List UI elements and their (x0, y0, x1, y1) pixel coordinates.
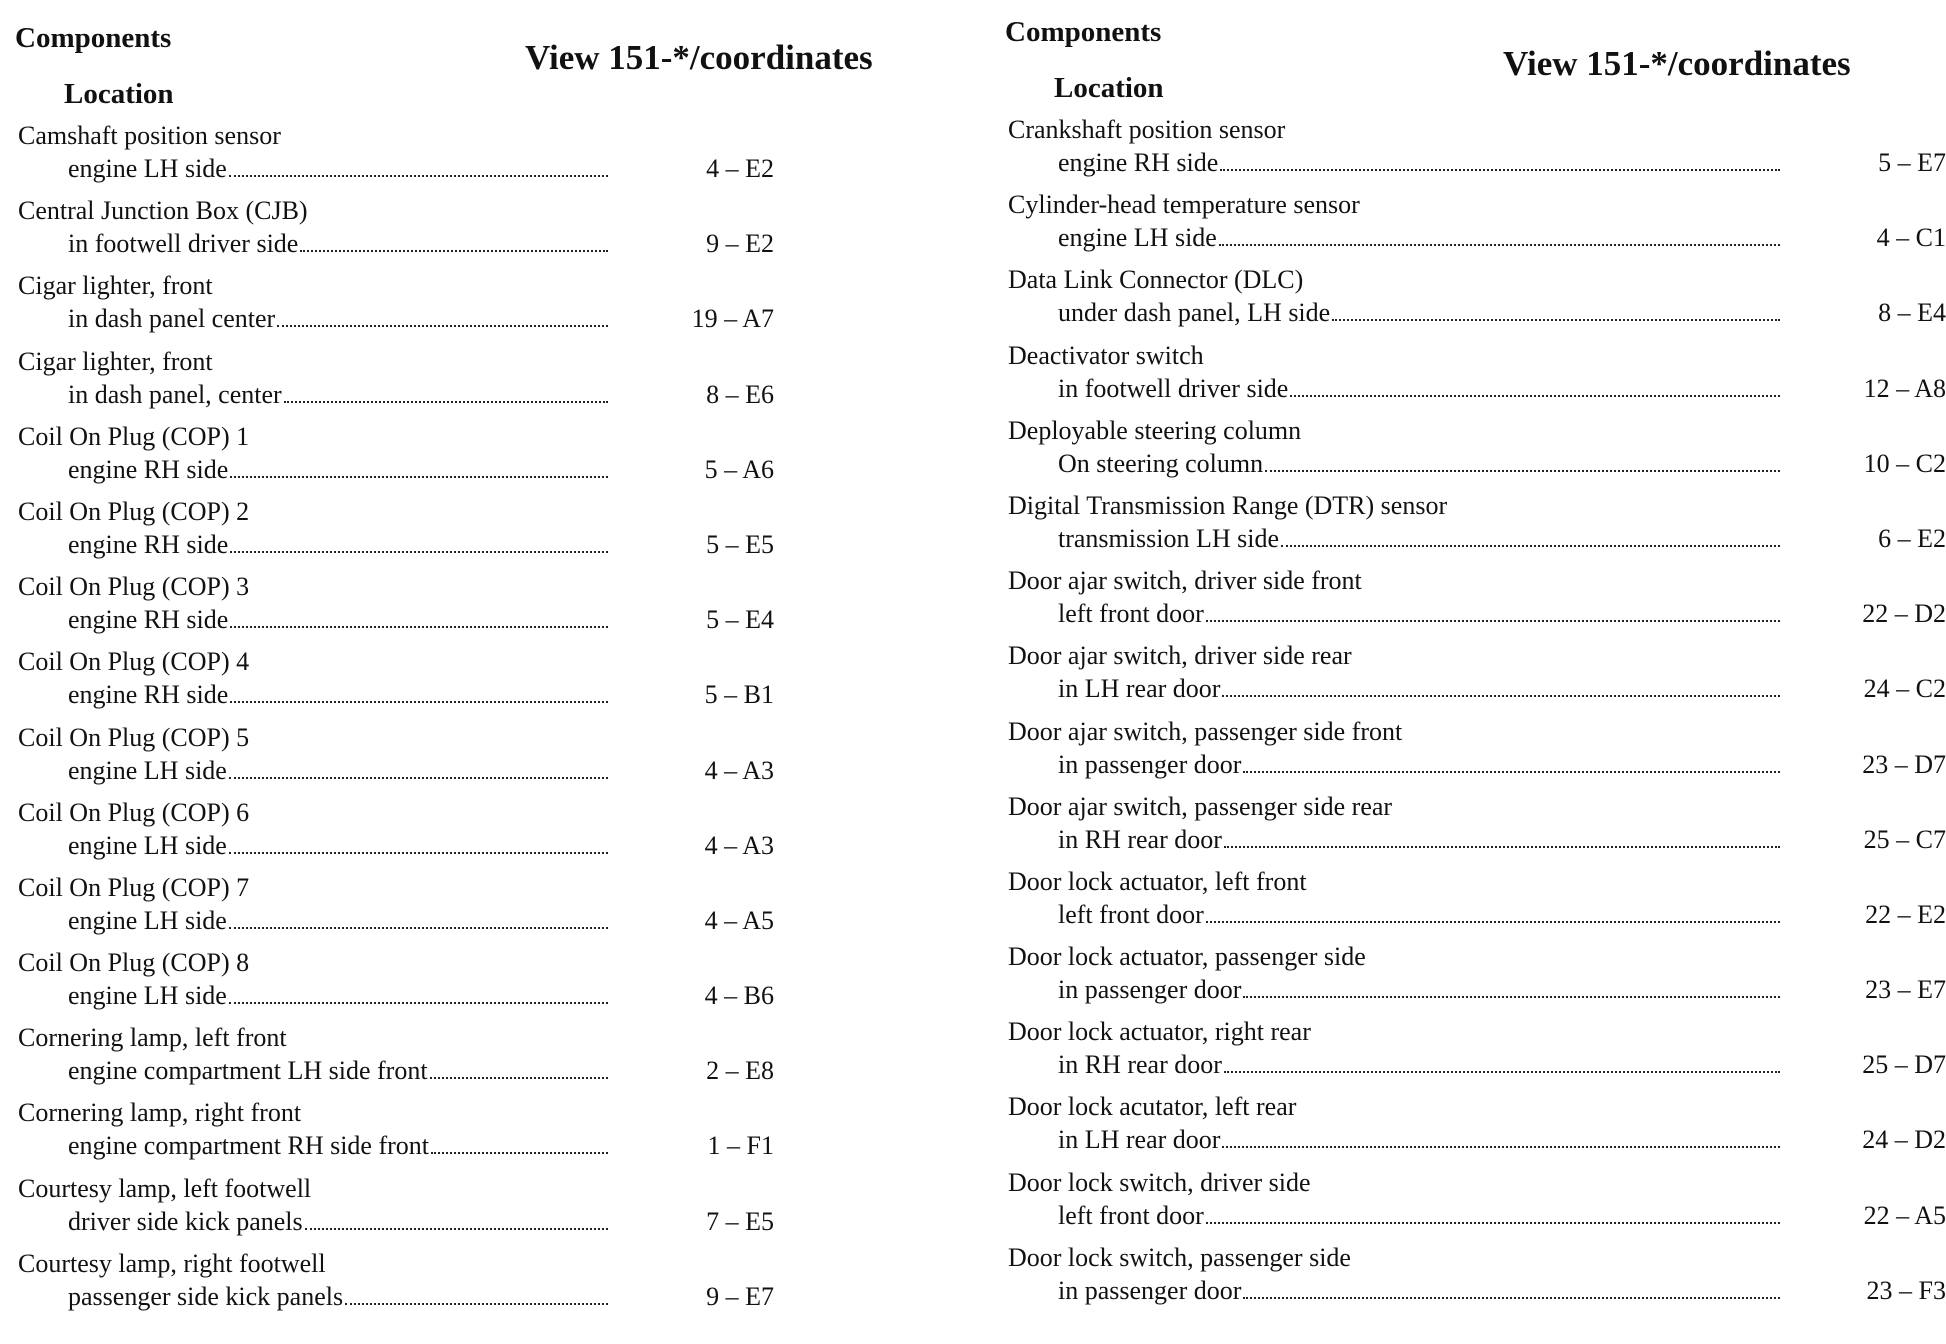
component-location: engine LH side (68, 981, 227, 1011)
dot-leader (1220, 168, 1780, 171)
component-entry (18, 723, 918, 798)
component-location: engine LH side (68, 154, 227, 183)
component-location: engine RH side (68, 529, 229, 559)
component-entry (1008, 1167, 1946, 1243)
component-name: Crankshaft position sensor (1008, 115, 1286, 144)
component-entry (18, 347, 918, 422)
component-entry (1008, 866, 1946, 942)
view-coordinate: 5 – B1 (704, 680, 774, 710)
component-name: Cornering lamp, left front (18, 1023, 287, 1053)
location-row (68, 981, 774, 1011)
dot-leader (1281, 544, 1780, 547)
component-entry (18, 647, 918, 722)
component-entry (18, 1249, 918, 1324)
right-column (1000, 0, 1946, 1344)
view-coordinates-heading: View 151-*/coordinates (1503, 44, 1851, 83)
view-coordinate: 25 – D7 (1862, 1050, 1946, 1080)
view-coordinate: 22 – E2 (1865, 899, 1946, 929)
view-coordinate: 4 – A3 (704, 755, 774, 785)
component-location: left front door (1058, 1200, 1204, 1230)
location-row (1058, 900, 1946, 930)
component-entry (1008, 1242, 1946, 1318)
view-coordinate: 5 – A6 (704, 454, 774, 484)
location-row (1058, 1125, 1946, 1155)
dot-leader (230, 550, 608, 553)
component-name: Central Junction Box (CJB) (18, 196, 308, 226)
component-location: engine compartment RH side front (68, 1131, 430, 1161)
component-location: passenger side kick panels (68, 1281, 344, 1311)
view-coordinates-heading: View 151-*/coordinates (525, 38, 873, 77)
component-entry (18, 271, 918, 346)
component-location: in footwell driver side (68, 229, 299, 259)
component-entry (18, 572, 918, 647)
component-name: Coil On Plug (COP) 7 (18, 872, 250, 902)
component-name: Door ajar switch, passenger side front (1008, 716, 1403, 746)
view-coordinate: 5 – E4 (706, 605, 774, 635)
view-coordinate: 5 – E5 (706, 529, 774, 559)
component-location: transmission LH side (1058, 523, 1279, 553)
component-name: Cornering lamp, right front (18, 1098, 302, 1128)
component-location: in passenger door (1058, 975, 1242, 1005)
component-name: Courtesy lamp, left footwell (18, 1173, 312, 1203)
component-entry (18, 1023, 918, 1098)
component-location: in LH rear door (1058, 1125, 1221, 1155)
component-entry (1008, 490, 1946, 566)
component-location: in LH rear door (1058, 674, 1221, 704)
component-name: Data Link Connector (DLC) (1008, 265, 1304, 295)
component-entry (1008, 1092, 1946, 1167)
component-entry (18, 497, 918, 572)
component-location: in dash panel, center (68, 379, 282, 409)
component-name: Camshaft position sensor (18, 121, 281, 150)
component-location: engine RH side (68, 680, 229, 710)
location-row (68, 605, 774, 635)
component-entry (1008, 791, 1946, 867)
dot-leader (1243, 770, 1780, 773)
component-entry (18, 798, 918, 873)
dot-leader (230, 625, 608, 628)
location-row (68, 680, 774, 710)
component-name: Coil On Plug (COP) 2 (18, 496, 250, 526)
view-coordinate: 8 – E4 (1878, 298, 1946, 328)
component-name: Door lock actuator, passenger side (1008, 942, 1366, 972)
dot-leader (1206, 619, 1780, 622)
dot-leader (284, 400, 608, 403)
component-location: engine RH side (68, 454, 229, 484)
component-location: in passenger door (1058, 1275, 1242, 1305)
view-coordinate: 6 – E2 (1878, 523, 1946, 553)
components-heading: Components (1005, 16, 1162, 48)
dot-leader (277, 324, 608, 327)
component-name: Deployable steering column (1008, 415, 1302, 445)
location-row (68, 154, 774, 184)
component-name: Door ajar switch, driver side rear (1008, 641, 1352, 671)
component-name: Door lock actuator, left front (1008, 866, 1307, 896)
component-name: Door ajar switch, driver side front (1008, 566, 1362, 596)
component-entry (1008, 265, 1946, 340)
view-coordinate: 4 – A5 (704, 905, 774, 935)
component-name: Coil On Plug (COP) 3 (18, 572, 250, 602)
component-name: Digital Transmission Range (DTR) sensor (1008, 490, 1448, 520)
location-row (68, 831, 774, 861)
component-name: Door lock acutator, left rear (1008, 1092, 1297, 1122)
component-location: engine RH side (1058, 148, 1219, 177)
location-heading: Location (64, 78, 174, 110)
component-name: Courtesy lamp, right footwell (18, 1248, 326, 1278)
location-row (68, 530, 774, 560)
component-entry (18, 196, 918, 271)
component-location: left front door (1058, 899, 1204, 929)
location-row (68, 756, 774, 786)
component-entry (1008, 340, 1946, 416)
location-row (1058, 674, 1946, 704)
location-row (1058, 1201, 1946, 1231)
dot-leader (345, 1302, 608, 1305)
component-location: engine LH side (1058, 223, 1217, 253)
view-coordinate: 24 – D2 (1862, 1125, 1946, 1155)
component-name: Cigar lighter, front (18, 346, 213, 376)
location-row (1058, 524, 1946, 554)
component-entry (18, 121, 918, 196)
component-entry (18, 948, 918, 1023)
component-entry (1008, 115, 1946, 190)
dot-leader (230, 475, 608, 478)
component-location: engine LH side (68, 905, 227, 935)
component-location: in RH rear door (1058, 824, 1222, 854)
location-row (68, 1282, 774, 1312)
view-coordinate: 9 – E2 (706, 229, 774, 259)
component-name: Coil On Plug (COP) 6 (18, 797, 250, 827)
dot-leader (430, 1076, 608, 1079)
dot-leader (230, 700, 608, 703)
component-location: On steering column (1058, 448, 1264, 478)
dot-leader (229, 1001, 608, 1004)
component-entry (1008, 641, 1946, 716)
component-entry (1008, 415, 1946, 491)
component-entry (1008, 190, 1946, 265)
dot-leader (229, 776, 608, 779)
location-row (1058, 1276, 1946, 1306)
component-location: in passenger door (1058, 749, 1242, 779)
component-name: Coil On Plug (COP) 8 (18, 948, 250, 978)
location-row (1058, 975, 1946, 1005)
location-row (1058, 148, 1946, 178)
location-row (1058, 750, 1946, 780)
view-coordinate: 19 – A7 (691, 304, 774, 334)
location-row (68, 1056, 774, 1086)
view-coordinate: 8 – E6 (706, 379, 774, 409)
view-coordinate: 25 – C7 (1863, 824, 1946, 854)
dot-leader (1206, 920, 1780, 923)
location-row (68, 1131, 774, 1161)
component-entry (1008, 716, 1946, 792)
component-name: Deactivator switch (1008, 340, 1204, 370)
component-entry (18, 1174, 918, 1249)
dot-leader (1206, 1221, 1780, 1224)
view-coordinate: 4 – A3 (704, 830, 774, 860)
view-coordinate: 12 – A8 (1863, 373, 1946, 403)
component-name: Coil On Plug (COP) 1 (18, 421, 250, 451)
component-location: in footwell driver side (1058, 373, 1289, 403)
left-column (0, 0, 957, 1344)
location-row (1058, 223, 1946, 253)
components-heading: Components (15, 22, 172, 54)
location-row (68, 1207, 774, 1237)
view-coordinate: 23 – E7 (1865, 975, 1946, 1005)
component-name: Coil On Plug (COP) 4 (18, 647, 250, 677)
view-coordinate: 24 – C2 (1863, 674, 1946, 704)
component-entry (1008, 942, 1946, 1017)
dot-leader (1243, 1296, 1780, 1299)
dot-leader (1224, 1070, 1780, 1073)
dot-leader (1332, 318, 1780, 321)
view-coordinate: 7 – E5 (706, 1206, 774, 1236)
component-list (1008, 115, 1946, 1318)
dot-leader (229, 851, 608, 854)
component-location: engine LH side (68, 755, 227, 785)
view-coordinate: 2 – E8 (706, 1056, 774, 1086)
location-row (68, 304, 774, 334)
location-row (1058, 599, 1946, 629)
component-entry (1008, 566, 1946, 641)
component-name: Door lock switch, passenger side (1008, 1242, 1351, 1272)
location-heading: Location (1054, 72, 1164, 104)
location-row (68, 380, 774, 410)
dot-leader (1243, 995, 1780, 998)
component-location: in RH rear door (1058, 1050, 1222, 1080)
component-location: driver side kick panels (68, 1206, 303, 1236)
component-name: Coil On Plug (COP) 5 (18, 722, 250, 752)
view-coordinate: 22 – D2 (1862, 599, 1946, 629)
component-name: Cigar lighter, front (18, 271, 213, 301)
dot-leader (229, 174, 608, 177)
dot-leader (1219, 243, 1780, 246)
component-location: in dash panel center (68, 304, 276, 334)
component-location: engine RH side (68, 605, 229, 635)
component-location: engine compartment LH side front (68, 1056, 428, 1086)
component-name: Door lock actuator, right rear (1008, 1017, 1311, 1047)
dot-leader (431, 1151, 608, 1154)
component-location: left front door (1058, 599, 1204, 629)
view-coordinate: 5 – E7 (1878, 148, 1946, 177)
component-location: under dash panel, LH side (1058, 298, 1331, 328)
view-coordinate: 9 – E7 (706, 1281, 774, 1311)
component-name: Cylinder-head temperature sensor (1008, 190, 1360, 220)
component-name: Door ajar switch, passenger side rear (1008, 791, 1393, 821)
dot-leader (1224, 845, 1780, 848)
location-row (1058, 825, 1946, 855)
view-coordinate: 10 – C2 (1863, 448, 1946, 478)
view-coordinate: 23 – F3 (1866, 1275, 1946, 1305)
location-row (68, 906, 774, 936)
dot-leader (229, 926, 608, 929)
location-row (1058, 1050, 1946, 1080)
component-name: Door lock switch, driver side (1008, 1167, 1311, 1197)
component-list (18, 121, 918, 1324)
location-row (68, 229, 774, 259)
dot-leader (1222, 1145, 1780, 1148)
component-entry (18, 422, 918, 497)
location-row (1058, 298, 1946, 328)
dot-leader (305, 1227, 608, 1230)
location-row (68, 455, 774, 485)
view-coordinate: 4 – C1 (1876, 223, 1946, 253)
location-row (1058, 374, 1946, 404)
location-row (1058, 449, 1946, 479)
view-coordinate: 4 – E2 (706, 154, 774, 183)
view-coordinate: 22 – A5 (1863, 1200, 1946, 1230)
dot-leader (1290, 394, 1780, 397)
dot-leader (300, 249, 608, 252)
view-coordinate: 4 – B6 (704, 981, 774, 1011)
view-coordinate: 1 – F1 (707, 1131, 774, 1161)
component-entry (18, 873, 918, 948)
view-coordinate: 23 – D7 (1862, 749, 1946, 779)
component-location: engine LH side (68, 830, 227, 860)
component-entry (1008, 1017, 1946, 1092)
dot-leader (1222, 694, 1780, 697)
dot-leader (1265, 469, 1780, 472)
component-entry (18, 1098, 918, 1173)
